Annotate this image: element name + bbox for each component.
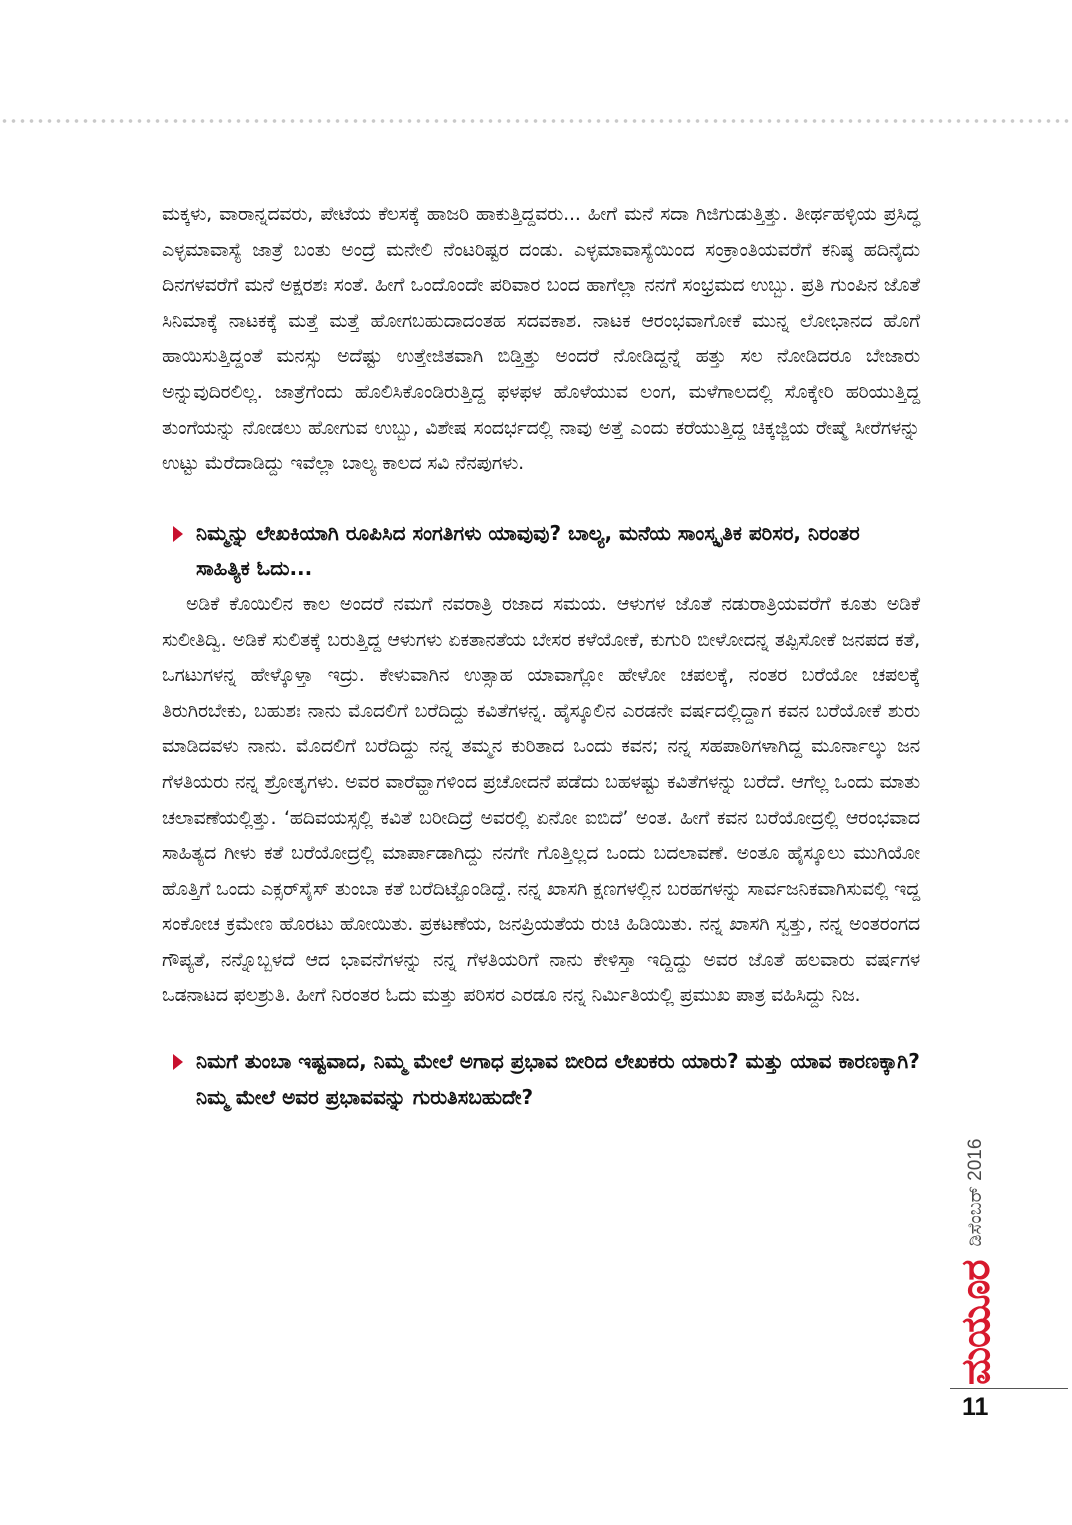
question-bullet-icon bbox=[173, 526, 183, 542]
magazine-side-tab bbox=[948, 1085, 1004, 1385]
page-number: 11 bbox=[962, 1393, 989, 1421]
dotted-header-rule bbox=[0, 118, 1072, 124]
page-number-rule bbox=[950, 1388, 1068, 1389]
question-bullet-icon bbox=[173, 1054, 183, 1070]
interview-question-2 bbox=[162, 1044, 920, 1115]
body-paragraph-1: ಮಕ್ಕಳು, ವಾರಾನ್ನದವರು, ಪೇಟೆಯ ಕೆಲಸಕ್ಕೆ ಹಾಜರಿ ಹಾಕುತ್ತಿದ್ದವರು... ಹೀಗೆ ಮನೆ ಸದಾ ಗಿಜಿಗುಡುತ್ತಿತ್ತು. ತೀರ್ಥಹಳ್ಳಿಯ ಪ್ರಸಿದ್ಧ ಎಳ್ಳಮಾವಾಸ್ಯೆ ಜಾತ್ರೆ ಬಂತು ಅಂದ್ರೆ ಮನೇಲಿ ನೆಂಟರಿಷ್ಟರ ದಂಡು. ಎಳ್ಳಮಾವಾಸ್ಯೆಯಿಂದ ಸಂಕ್ರಾಂತಿಯವರೆಗೆ ಕನಿಷ್ಠ ಹದಿನೈದು ದಿನಗಳವರೆಗೆ ಮನೆ ಅಕ್ಷರಶಃ ಸಂತೆ. ಹೀಗೆ ಒಂದೊಂದೇ ಪರಿವಾರ ಬಂದ ಹಾಗೆಲ್ಲಾ ನನಗೆ ಸಂಭ್ರಮದ ಉಬ್ಬು. ಪ್ರತಿ ಗುಂಪಿನ ಜೊತೆ ಸಿನಿಮಾಕ್ಕೆ ನಾಟಕಕ್ಕೆ ಮತ್ತೆ ಮತ್ತೆ ಹೋಗಬಹುದಾದಂತಹ ಸದವಕಾಶ. ನಾಟಕ ಆರಂಭವಾಗೋಕೆ ಮುನ್ನ ಲೋಭಾನದ ಹೊಗೆ ಹಾಯಿಸುತ್ತಿದ್ದಂತೆ ಮನಸ್ಸು ಅದೆಷ್ಟು ಉತ್ತೇಜಿತವಾಗಿ ಬಿಡ್ತಿತ್ತು ಅಂದರೆ ನೋಡಿದ್ದನ್ನೆ ಹತ್ತು ಸಲ ನೋಡಿದರೂ ಬೇಜಾರು ಅನ್ನುವುದಿರಲಿಲ್ಲ. ಜಾತ್ರೆಗೆಂದು ಹೊಲಿಸಿಕೊಂಡಿರುತ್ತಿದ್ದ ಫಳಫಳ ಹೊಳೆಯುವ ಲಂಗ, ಮಳೆಗಾಲದಲ್ಲಿ ಸೊಕ್ಕೇರಿ ಹರಿಯುತ್ತಿದ್ದ ತುಂಗೆಯನ್ನು ನೋಡಲು ಹೋಗುವ ಉಬ್ಬು, ವಿಶೇಷ ಸಂದರ್ಭದಲ್ಲಿ ನಾವು ಅತ್ತೆ ಎಂದು ಕರೆಯುತ್ತಿದ್ದ ಚಿಕ್ಕಜ್ಜಿಯ ರೇಷ್ಮೆ ಸೀರೆಗಳನ್ನು ಉಟ್ಟು ಮೆರೆದಾಡಿದ್ದು ಇವೆಲ್ಲಾ ಬಾಲ್ಯ ಕಾಲದ ಸವಿ ನೆನಪುಗಳು. bbox=[162, 203, 920, 475]
interview-question-1 bbox=[162, 516, 920, 587]
answer-paragraph-1: ಅಡಿಕೆ ಕೊಯಿಲಿನ ಕಾಲ ಅಂದರೆ ನಮಗೆ ನವರಾತ್ರಿ ರಜಾದ ಸಮಯ. ಆಳುಗಳ ಜೊತೆ ನಡುರಾತ್ರಿಯವರೆಗೆ ಕೂತು ಅಡಿಕೆ ಸುಲೀತಿದ್ವಿ. ಅಡಿಕೆ ಸುಲಿತಕ್ಕೆ ಬರುತ್ತಿದ್ದ ಆಳುಗಳು ಏಕತಾನತೆಯ ಬೇಸರ ಕಳೆಯೋಕೆ, ಕುಗುರಿ ಬೀಳೋದನ್ನ ತಪ್ಪಿಸೋಕೆ ಜನಪದ ಕತೆ, ಒಗಟುಗಳನ್ನ ಹೇಳ್ಕೊಳ್ತಾ ಇದ್ರು. ಕೇಳುವಾಗಿನ ಉತ್ಸಾಹ ಯಾವಾಗ್ಲೋ ಹೇಳೋ ಚಪಲಕ್ಕೆ, ನಂತರ ಬರೆಯೋ ಚಪಲಕ್ಕೆ ತಿರುಗಿರಬೇಕು, ಬಹುಶಃ ನಾನು ಮೊದಲಿಗೆ ಬರೆದಿದ್ದು ಕವಿತೆಗಳನ್ನ. ಹೈಸ್ಕೂಲಿನ ಎರಡನೇ ವರ್ಷದಲ್ಲಿದ್ದಾಗ ಕವನ ಬರೆಯೋಕೆ ಶುರು ಮಾಡಿದವಳು ನಾನು. ಮೊದಲಿಗೆ ಬರೆದಿದ್ದು ನನ್ನ ತಮ್ಮನ ಕುರಿತಾದ ಒಂದು ಕವನ; ನನ್ನ ಸಹಪಾಠಿಗಳಾಗಿದ್ದ ಮೂರ್ನಾಲ್ಕು ಜನ ಗೆಳತಿಯರು ನನ್ನ ಶ್ರೋತೃಗಳು. ಅವರ ವಾರೆವ್ಹಾಗಳಿಂದ ಪ್ರಚೋದನೆ ಪಡೆದು ಬಹಳಷ್ಟು ಕವಿತೆಗಳನ್ನು ಬರೆದೆ. ಆಗೆಲ್ಲ ಒಂದು ಮಾತು ಚಲಾವಣೆಯಲ್ಲಿತ್ತು. ‘ಹದಿವಯಸ್ಸಲ್ಲಿ ಕವಿತೆ ಬರೀದಿದ್ರೆ ಅವರಲ್ಲಿ ಏನೋ ಐಬಿದೆ’ ಅಂತ. ಹೀಗೆ ಕವನ ಬರೆಯೋದ್ರಲ್ಲಿ ಆರಂಭವಾದ ಸಾಹಿತ್ಯದ ಗೀಳು ಕತೆ ಬರೆಯೋದ್ರಲ್ಲಿ ಮಾರ್ಪಾಡಾಗಿದ್ದು ನನಗೇ ಗೊತ್ತಿಲ್ಲದ ಒಂದು ಬದಲಾವಣೆ. ಅಂತೂ ಹೈಸ್ಕೂಲು ಮುಗಿಯೋ ಹೊತ್ತಿಗೆ ಒಂದು ಎಕ್ಸರ್‌ಸೈಸ್ ತುಂಬಾ ಕತೆ ಬರೆದಿಟ್ಟೊಂಡಿದ್ದೆ. ನನ್ನ ಖಾಸಗಿ ಕ್ಷಣಗಳಲ್ಲಿನ ಬರಹಗಳನ್ನು ಸಾರ್ವಜನಿಕವಾಗಿಸುವಲ್ಲಿ ಇದ್ದ ಸಂಕೋಚ ಕ್ರಮೇಣ ಹೊರಟು ಹೋಯಿತು. ಪ್ರಕಟಣೆಯ, ಜನಪ್ರಿಯತೆಯ ರುಚಿ ಹಿಡಿಯಿತು. ನನ್ನ ಖಾಸಗಿ ಸ್ವತ್ತು, ನನ್ನ ಅಂತರಂಗದ ಗೌಪ್ಯತೆ, ನನ್ನೊಬ್ಬಳದೆ ಆದ ಭಾವನೆಗಳನ್ನು ನನ್ನ ಗೆಳತಿಯರಿಗೆ ನಾನು ಕೇಳಿಸ್ತಾ ಇದ್ದಿದ್ದು ಅವರ ಜೊತೆ ಹಲವಾರು ವರ್ಷಗಳ ಒಡನಾಟದ ಫಲಶ್ರುತಿ. ಹೀಗೆ ನಿರಂತರ ಓದು ಮತ್ತು ಪರಿಸರ ಎರಡೂ ನನ್ನ ನಿರ್ಮಿತಿಯಲ್ಲಿ ಪ್ರಮುಖ ಪಾತ್ರ ವಹಿಸಿದ್ದು ನಿಜ. bbox=[162, 592, 920, 1007]
issue-date: ಡಿಸೆಂಬರ್ 2016 bbox=[965, 1138, 986, 1247]
question-1-text: ನಿಮ್ಮನ್ನು ಲೇಖಕಿಯಾಗಿ ರೂಪಿಸಿದ ಸಂಗತಿಗಳು ಯಾವುವು? ಬಾಲ್ಯ, ಮನೆಯ ಸಾಂಸ್ಕೃತಿಕ ಪರಿಸರ, ನಿರಂತರ ಸಾಹಿತ್ಯಿಕ ಓದು... bbox=[196, 520, 860, 581]
article-body bbox=[162, 197, 920, 1115]
question-2-text: ನಿಮಗೆ ತುಂಬಾ ಇಷ್ಟವಾದ, ನಿಮ್ಮ ಮೇಲೆ ಅಗಾಧ ಪ್ರಭಾವ ಬೀರಿದ ಲೇಖಕರು ಯಾರು? ಮತ್ತು ಯಾವ ಕಾರಣಕ್ಕಾಗಿ? ನಿಮ್ಮ ಮೇಲೆ ಅವರ ಪ್ರಭಾವವನ್ನು ಗುರುತಿಸಬಹುದೇ? bbox=[196, 1049, 920, 1109]
magazine-logo: ಮಯೂರ bbox=[953, 1260, 999, 1385]
